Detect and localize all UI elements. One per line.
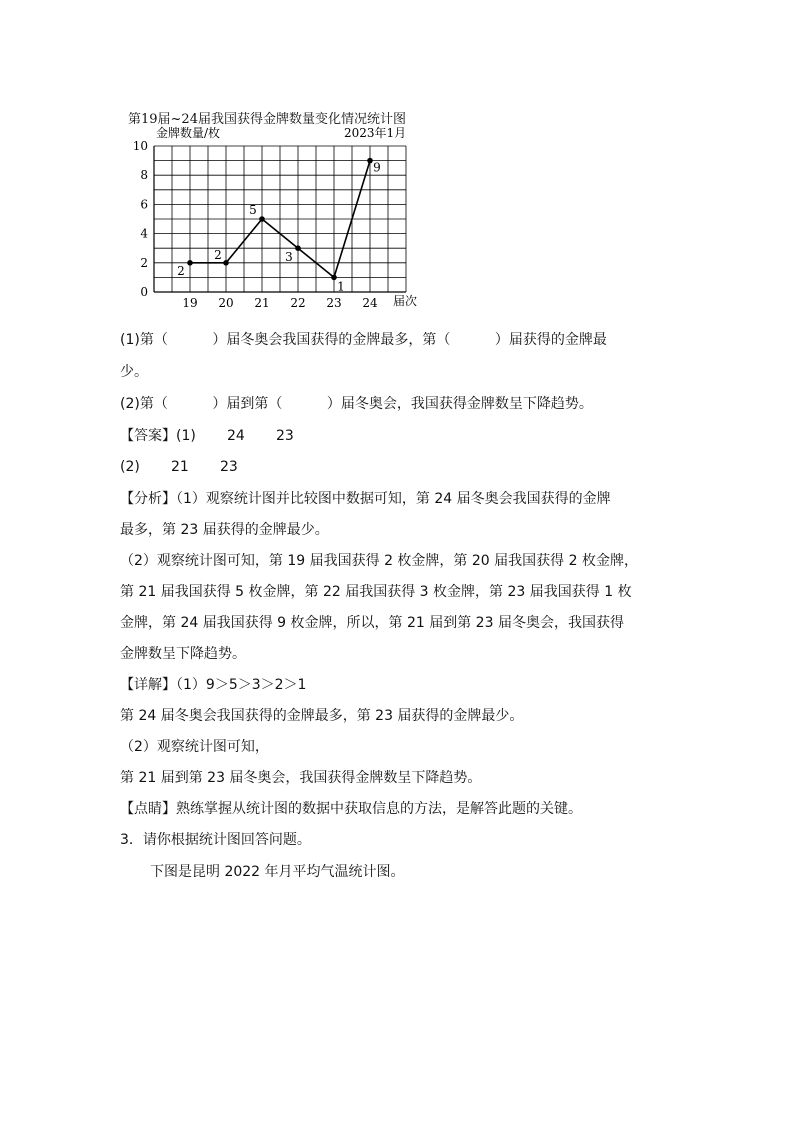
data-point: [331, 275, 337, 281]
answer-1-line: 【答案】(1) 24 23: [120, 428, 294, 444]
question-3-intro: 下图是昆明 2022 年月平均气温统计图。: [150, 864, 405, 880]
data-point: [223, 260, 229, 266]
data-point: [367, 158, 373, 164]
analysis-line-6: 金牌数呈下降趋势。: [120, 646, 246, 662]
data-point: [259, 216, 265, 222]
detail-line-4: 第 21 届到第 23 届冬奥会，我国获得金牌数呈下降趋势。: [120, 770, 482, 786]
x-tick-label: 22: [290, 296, 306, 310]
x-tick-label: 21: [254, 296, 270, 310]
tip-line: 【点睛】熟练掌握从统计图的数据中获取信息的方法，是解答此题的关键。: [120, 801, 582, 817]
x-tick-label: 19: [182, 296, 198, 310]
analysis-line-1: 【分析】（1）观察统计图并比较图中数据可知，第 24 届冬奥会我国获得的金牌: [120, 491, 611, 507]
chart-date: 2023年1月: [344, 126, 407, 140]
data-label: 2: [177, 263, 185, 278]
line-chart: [120, 104, 440, 314]
x-tick-label: 20: [218, 296, 234, 310]
question-1-line-1: (1)第（ ）届冬奥会我国获得的金牌最多，第（ ）届获得的金牌最: [120, 332, 607, 348]
answer-2-line: (2) 21 23: [120, 459, 238, 475]
analysis-line-4: 第 21 届我国获得 5 枚金牌，第 22 届我国获得 3 枚金牌，第 23 届我国获得 1 枚: [120, 584, 632, 600]
data-point: [187, 260, 193, 266]
y-axis-label: 金牌数量/枚: [156, 126, 221, 140]
y-tick-label: 0: [140, 285, 148, 299]
y-tick-label: 8: [140, 168, 148, 183]
analysis-line-5: 金牌，第 24 届我国获得 9 枚金牌，所以，第 21 届到第 23 届冬奥会，我国获得: [120, 615, 624, 631]
analysis-line-3: （2）观察统计图可知，第 19 届我国获得 2 枚金牌，第 20 届我国获得 2 枚金牌，: [120, 553, 638, 569]
x-tick-label: 23: [326, 296, 342, 310]
question-3-heading: 3．请你根据统计图回答问题。: [120, 832, 311, 848]
data-label: 2: [214, 247, 222, 262]
x-tick-label: 24: [362, 296, 378, 310]
question-2-line: (2)第（ ）届到第（ ）届冬奥会，我国获得金牌数呈下降趋势。: [120, 396, 593, 412]
detail-line-3: （2）观察统计图可知，: [120, 739, 269, 755]
chart-title: 第19届~24届我国获得金牌数量变化情况统计图: [128, 112, 406, 127]
chart-svg: [120, 104, 440, 314]
question-1-line-2: 少。: [120, 364, 148, 380]
y-tick-label: 6: [140, 197, 148, 212]
data-label: 5: [249, 203, 257, 217]
x-axis-label: 届次: [393, 294, 418, 308]
y-tick-label: 2: [140, 255, 148, 270]
detail-line-1: 【详解】（1）9＞5＞3＞2＞1: [120, 677, 307, 693]
y-tick-label: 4: [140, 226, 148, 241]
analysis-line-2: 最多，第 23 届获得的金牌最少。: [120, 522, 329, 538]
data-label: 3: [285, 250, 293, 265]
y-tick-label: 10: [132, 139, 148, 153]
data-point: [295, 245, 301, 251]
detail-line-2: 第 24 届冬奥会我国获得的金牌最多，第 23 届获得的金牌最少。: [120, 708, 524, 724]
data-label: 9: [373, 160, 381, 175]
data-label: 1: [337, 279, 345, 294]
